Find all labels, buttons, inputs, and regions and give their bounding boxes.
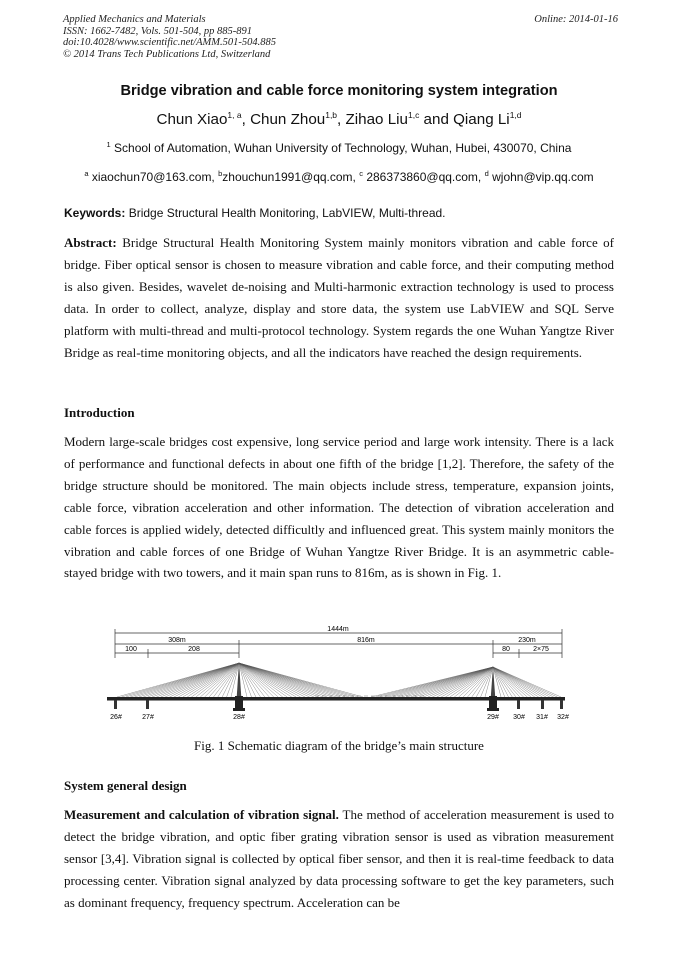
author-name: Chun Zhou: [250, 111, 326, 128]
system-design-heading: System general design: [64, 778, 187, 793]
dim-main-label: 816m: [357, 637, 375, 644]
online-date: Online: 2014-01-16: [534, 14, 618, 25]
dim-d-label: 2×75: [533, 646, 549, 653]
introduction-heading: Introduction: [64, 405, 135, 420]
email-link[interactable]: 286373860@qq.com,: [366, 170, 485, 184]
measurement-text: The method of acceleration measurement is used to detect the bridge vibration, and optic fiber grating vibration sensor is used as vibration measurement sensor [3,4]. Vibration signal is collected by optical fiber sensor, and then it is real-time feedback to data processing center. Vibration signal analyzed by data processing software to get the key parameters, such as dominant frequency, frequency spectrum. Acceleration can be: [64, 807, 615, 910]
keywords-label: Keywords:: [64, 206, 126, 220]
measurement-paragraph: [64, 804, 614, 914]
doi-line: doi:10.4028/www.scientific.net/AMM.501-504.885: [63, 37, 276, 49]
dim-a-label: 100: [125, 646, 137, 653]
affiliation-sup: 1: [106, 140, 111, 149]
author-name: Chun Xiao: [156, 111, 228, 128]
issn-line: ISSN: 1662-7482, Vols. 501-504, pp 885-891: [63, 25, 252, 37]
author-sup: 1,d: [509, 110, 522, 120]
journal-name: Applied Mechanics and Materials: [63, 14, 206, 25]
pier-label: 32#: [557, 714, 569, 721]
author-list: [0, 111, 678, 128]
author-sup: 1,b: [325, 110, 338, 120]
email-sup: b: [218, 169, 223, 178]
pier-label: 29#: [487, 714, 499, 721]
abstract-paragraph: [64, 232, 614, 363]
pier-label: 28#: [233, 714, 245, 721]
dim-c-label: 80: [502, 646, 510, 653]
keywords: [64, 206, 614, 220]
pier-label: 31#: [536, 714, 548, 721]
abstract-text: Bridge Structural Health Monitoring System mainly monitors vibration and cable force of bridge. Fiber optical sensor is chosen to measure vibration and cable force, and their computing method is also given. Besides, wavelet de-noising and Multi-harmonic extraction technology is used to process data. In order to collect, analyze, display and store data, the system use LabVIEW and SQL Serve platform with multi-thread and multi-protocol technology. System regards the one Wuhan Yangtze River Bridge as real-time monitoring objects, and all the indicators have reached the design requirements.: [64, 235, 615, 360]
email-link[interactable]: wjohn@vip.qq.com: [492, 170, 594, 184]
dim-right-label: 230m: [518, 637, 536, 644]
email-sup: a: [84, 169, 89, 178]
pier-label: 30#: [513, 714, 525, 721]
paper-title: Bridge vibration and cable force monitoring system integration: [120, 83, 558, 99]
email-link[interactable]: zhouchun1991@qq.com,: [222, 170, 360, 184]
pier-label: 27#: [142, 714, 154, 721]
author-and: and: [419, 111, 454, 128]
keywords-text: Bridge Structural Health Monitoring, LabVIEW, Multi-thread.: [128, 206, 446, 220]
email-sup: d: [484, 169, 489, 178]
author-name: Qiang Li: [453, 111, 510, 128]
bridge-diagram: [105, 620, 575, 724]
introduction-paragraph: Modern large-scale bridges cost expensive, long service period and large work intensity. There is a lack of performance and functional defects in about one fifth of the bridge [1,2]. Therefore, the safety of the bridge structure should be monitored. The main objects include stress, temperature, expansion joints, cable force, vibration acceleration and other information. The detection of vibration acceleration and cable forces is applied widely, detected difficultly and influenced great. This system mainly monitors the vibration and cable forces of one Bridge of Wuhan Yangtze River Bridge. It is an asymmetric cable-stayed bridge with two towers, and it main span runs to 816m, as is shown in Fig. 1.: [64, 434, 614, 581]
author-separator: ,: [241, 111, 251, 128]
measurement-label: Measurement and calculation of vibration signal.: [64, 807, 339, 822]
author-name: Zihao Liu: [345, 111, 408, 128]
email-link[interactable]: xiaochun70@163.com,: [91, 170, 219, 184]
author-separator: ,: [337, 111, 346, 128]
dim-b-label: 208: [188, 646, 200, 653]
copyright-line: © 2014 Trans Tech Publications Ltd, Switzerland: [63, 48, 271, 60]
dim-total-label: 1444m: [327, 626, 349, 633]
author-sup: 1, a: [227, 110, 242, 120]
abstract-label: Abstract:: [64, 235, 117, 250]
author-sup: 1,c: [407, 110, 420, 120]
affiliation: [0, 141, 678, 155]
bridge-figure: [105, 620, 575, 724]
pier-label: 26#: [110, 714, 122, 721]
figure-caption: Fig. 1 Schematic diagram of the bridge’s main structure: [194, 738, 484, 753]
dim-left-label: 308m: [168, 637, 186, 644]
email-sup: c: [359, 169, 363, 178]
journal-header: [63, 14, 618, 60]
email-list: [0, 170, 678, 184]
affiliation-text: School of Automation, Wuhan University of Technology, Wuhan, Hubei, 430070, China: [114, 141, 572, 155]
